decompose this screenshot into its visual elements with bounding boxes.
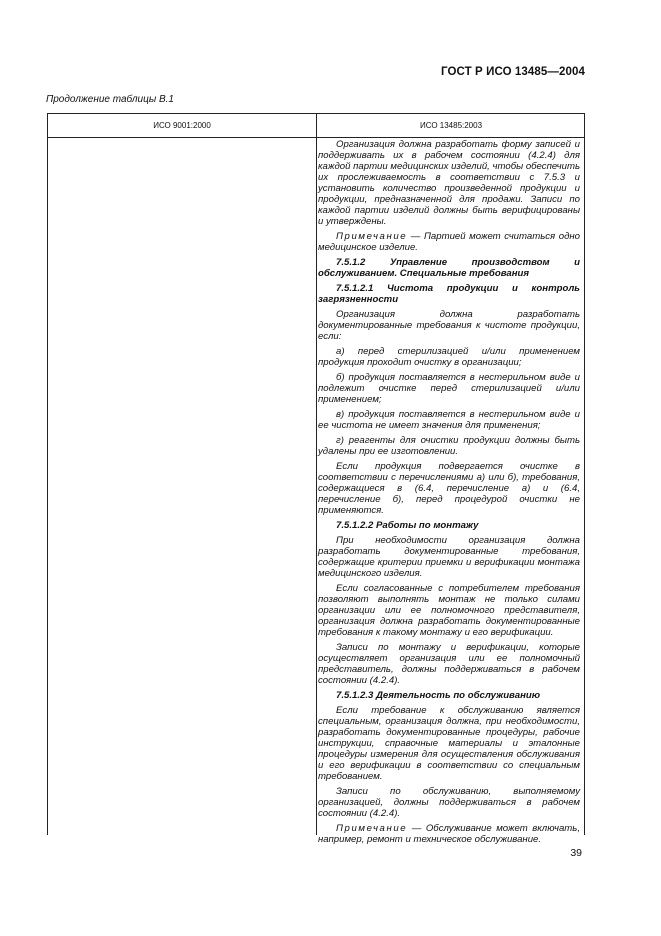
section-heading: 7.5.1.2.1 Чистота продукции и контроль загрязненности	[318, 283, 580, 305]
paragraph: Записи по обслуживанию, выполняемому организацией, должны поддерживаться в рабочем состоянии (4.2.4).	[318, 786, 580, 819]
table-header-row	[48, 114, 584, 138]
table-caption: Продолжение таблицы В.1	[46, 94, 174, 105]
page-number: 39	[570, 847, 582, 859]
note-text: — Обслуживание может включать, например, ремонт и техническое обслуживание.	[318, 823, 580, 845]
iso13485-column-text	[318, 139, 580, 849]
list-item: а) перед стерилизацией и/или применением продукция проходит очистку в организации;	[318, 346, 580, 368]
paragraph: Если согласованные с потребителем требования позволяют выполнять монтаж не только силами организации или ее полномочного представителя, организация должна разработать документированные требования к такому монтажу и его верификации.	[318, 583, 580, 638]
column-divider	[316, 114, 317, 835]
note-text: — Партией может считаться одно медицинское изделие.	[318, 231, 580, 253]
note-paragraph	[318, 823, 580, 845]
paragraph: Организация должна разработать форму записей и поддерживать их в рабочем состоянии (4.2.4) для каждой партии медицинских изделий, чтобы обеспечить их прослеживаемость в соответствии с 7.5.3 и установить количество произведенной продукции и продукции, предназначенной для продажи. Записи по каждой партии изделий должны быть верифицированы и утверждены.	[318, 139, 580, 227]
paragraph: Если требование к обслуживанию является специальным, организация должна, при необходимости, разработать документированные процедуры, рабочие инструкции, справочные материалы и эталонные процедуры измерения для осуществления обслуживания и его верификации в соответствии со специальным требованием.	[318, 705, 580, 782]
column-header-iso13485: ИСО 13485:2003	[419, 121, 483, 130]
note-paragraph	[318, 231, 580, 253]
paragraph: При необходимости организация должна разработать документированные требования, содержащие критерии приемки и верификации монтажа медицинского изделия.	[318, 535, 580, 579]
paragraph: Записи по монтажу и верификации, которые осуществляет организация или ее полномочный представитель, должны поддерживаться в рабочем состоянии (4.2.4).	[318, 642, 580, 686]
paragraph: Организация должна разработать документированные требования к чистоте продукции, если:	[318, 309, 580, 342]
list-item: б) продукция поставляется в нестерильном виде и подлежит очистке перед стерилизацией и/или применением;	[318, 372, 580, 405]
section-heading: 7.5.1.2 Управление производством и обслуживанием. Специальные требования	[318, 257, 580, 279]
section-heading: 7.5.1.2.3 Деятельность по обслуживанию	[336, 690, 541, 701]
column-header-iso9001: ИСО 9001:2000	[153, 121, 211, 130]
list-item: в) продукция поставляется в нестерильном виде и ее чистота не имеет значения для применения;	[318, 409, 580, 431]
comparison-table	[47, 113, 585, 845]
paragraph: Если продукция подвергается очистке в соответствии с перечислениями а) или б), требования, содержащиеся в (6.4, перечисление а) и (6.4, перечисление б), перед процедурой очистки не применяются.	[318, 461, 580, 516]
note-label: Примечание	[336, 231, 408, 242]
section-heading: 7.5.1.2.2 Работы по монтажу	[336, 520, 479, 531]
document-id: ГОСТ Р ИСО 13485—2004	[440, 66, 585, 78]
list-item: г) реагенты для очистки продукции должны быть удалены при ее изготовлении.	[318, 435, 580, 457]
note-label: Примечание	[336, 823, 408, 834]
